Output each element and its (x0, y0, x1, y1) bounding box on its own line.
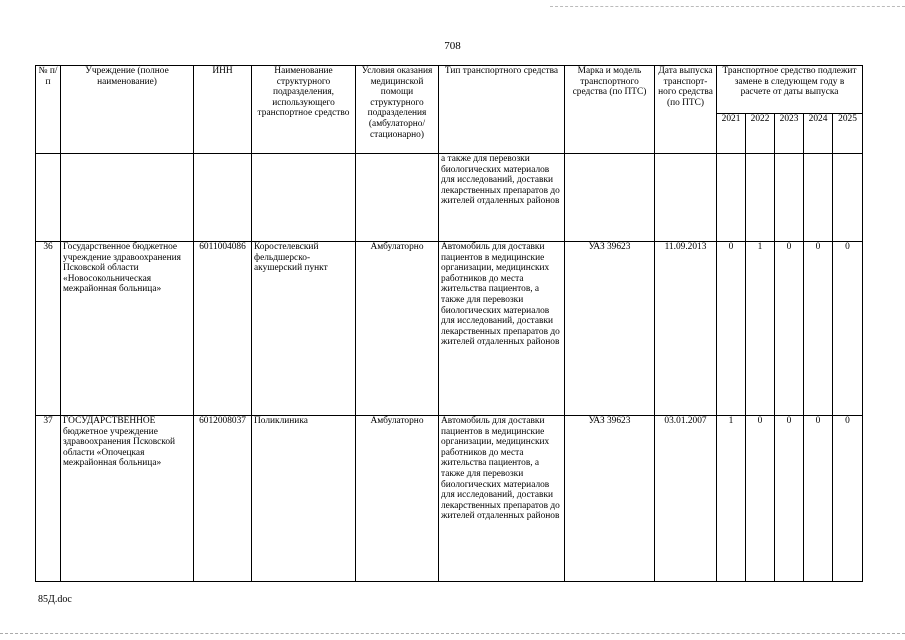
header-vehicle-type: Тип транспортного средства (439, 66, 565, 154)
row-model: УАЗ 39623 (565, 242, 655, 416)
row-year-2021: 1 (717, 416, 746, 582)
row-year-2022: 0 (746, 416, 775, 582)
row-year-2024: 0 (804, 416, 833, 582)
row-num: 37 (36, 416, 61, 582)
footer-filename: 85Д.doc (38, 594, 72, 605)
row-year-2023: 0 (775, 242, 804, 416)
header-num: № п/п (36, 66, 61, 154)
row-institution: Государственное бюджетное учреждение здравоохранения Псковской области «Новосокольническая межрайонная больница» (61, 242, 194, 416)
row-release-date: 03.01.2007 (655, 416, 717, 582)
table-row-continuation (36, 154, 863, 242)
row-subdivision: Коростелевский фельдшерско-акушерский пункт (252, 242, 356, 416)
row-subdivision: Поликлиника (252, 416, 356, 582)
header-replacement: Транспортное средство подлежит замене в следующем году в расчете от даты выпуска (717, 66, 863, 114)
scan-artifact-bottom (0, 633, 905, 634)
header-year: 2024 (804, 114, 833, 154)
table-row (36, 242, 863, 416)
header-year: 2021 (717, 114, 746, 154)
row-num: 36 (36, 242, 61, 416)
header-year: 2022 (746, 114, 775, 154)
row-vehicle-type: Автомобиль для доставки пациентов в медицинские организации, медицинских работников до места жительства пациентов, а также для перевозки биологических материалов для исследований, доставки лекарственных препаратов до жителей отдаленных районов (439, 416, 565, 582)
row-conditions: Амбулаторно (356, 242, 439, 416)
row-inn: 6012008037 (194, 416, 252, 582)
header-year: 2025 (833, 114, 863, 154)
row-conditions: Амбулаторно (356, 416, 439, 582)
row-year-2022: 1 (746, 242, 775, 416)
header-release-date: Дата выпуска транспорт- ного средства (по ПТС) (655, 66, 717, 154)
row-year-2023: 0 (775, 416, 804, 582)
row-vehicle-type: Автомобиль для доставки пациентов в медицинские организации, медицинских работников до места жительства пациентов, а также для перевозки биологических материалов для исследований, доставки лекарственных препаратов до жителей отдаленных районов (439, 242, 565, 416)
header-inn: ИНН (194, 66, 252, 154)
row-release-date: 11.09.2013 (655, 242, 717, 416)
row-model: УАЗ 39623 (565, 416, 655, 582)
vehicle-table (35, 65, 863, 582)
row-inn: 6011004086 (194, 242, 252, 416)
scan-artifact-top (550, 6, 905, 7)
page-number: 708 (444, 40, 461, 52)
header-subdivision: Наименование структурного подразделения, использующего транспортное средство (252, 66, 356, 154)
table-row (36, 416, 863, 582)
header-model: Марка и модель транспортного средства (по ПТС) (565, 66, 655, 154)
continuation-cell: а также для перевозки биологических материалов для исследований, доставки лекарственных препаратов до жителей отдаленных районов (439, 154, 565, 242)
row-year-2021: 0 (717, 242, 746, 416)
header-conditions: Условия оказания медицинской помощи структурного подразделения (амбулаторно/ стационарно) (356, 66, 439, 154)
header-year: 2023 (775, 114, 804, 154)
row-year-2025: 0 (833, 242, 863, 416)
row-year-2025: 0 (833, 416, 863, 582)
row-institution: ГОСУДАРСТВЕННОЕ бюджетное учреждение здравоохранения Псковской области «Опочецкая межрайонная больница» (61, 416, 194, 582)
row-year-2024: 0 (804, 242, 833, 416)
header-institution: Учреждение (полное наименование) (61, 66, 194, 154)
